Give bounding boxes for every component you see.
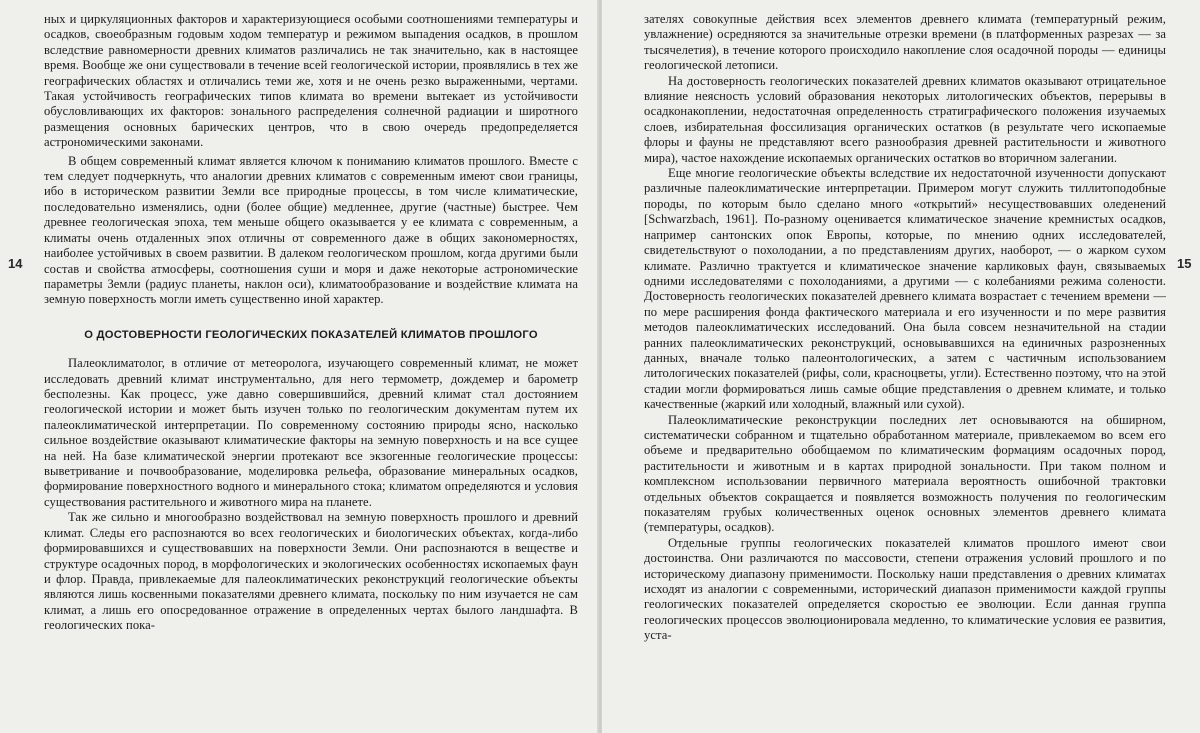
page-number-left: 14 — [8, 256, 23, 271]
paragraph: Отдельные группы геологических показателей климатов прошлого имеют свои достоинства. Они различаются по массовости, степени отражения условий прошлого и по историческому диапазону применимости. Поскольку наши представления о древних климатах исходят из аналогии с современными, исторический диапазон применимости каждой группы геологических показателей определяется скоростью ее эволюции. Если данная группа геологических процессов эволюционировала медленно, то климатические условия ее развития, уста- — [644, 535, 1166, 643]
page-number-right: 15 — [1177, 256, 1192, 271]
paragraph: На достоверность геологических показателей древних климатов оказывают отрицательное влияние неясность условий образования некоторых литологических объектов, перерывы в осадконакоплении, недостаточная определенность стратиграфического положения изучаемых слоев, избирательная фоссилизация органических остатков (в результате чего ископаемые флоры и фауны не представляют всего разнообразия древней растительности и животного мира), частое нахождение ископаемых органических остатков во вторичном залегании. — [644, 73, 1166, 165]
paragraph: Еще многие геологические объекты вследствие их недостаточной изученности допускают различные палеоклиматические интерпретации. Примером могут служить тиллитоподобные породы, по которым было сделано много «открытий» несуществовавших оледенений [Schwarzbach, 1961]. По-разному оценивается климатическое значение кремнистых осадков, например сантонских опок Европы, которые, по мнению одних исследователей, свидетельствуют о похолодании, а по представлениям других, наоборот, — о жарком сухом климате. Различно трактуется и климатическое значение карликовых фаун, связываемых одними исследователями с похолоданиями, а другими — с колебаниями режима солености. Достоверность геологических показателей древнего климата возрастает с течением времени — по мере расширения фонда фактического материала и его изученности и по мере развития методов палеоклиматических исследований. Она была совсем незначительной на стадии ранних палеоклиматических реконструкций, основывавшихся на единичных разрозненных данных, вначале только палеонтологических, а затем с частичным использованием литологических показателей (рифы, соли, красноцветы, угли). Естественно поэтому, что на этой стадии могли формироваться лишь самые общие представления о древнем климате, и только качественные (жаркий или холодный, влажный или сухой). — [644, 166, 1166, 412]
paragraph: Палеоклиматические реконструкции последних лет основываются на обширном, систематически собранном и тщательно обработанном материале, привлекаемом во всем его объеме и предварительно обобщаемом по климатическим формациям осадочных пород, растительности и животным и в картах природной зональности. При таком полном и комплексном использовании первичного материала вероятность ошибочной трактовки отдельных объектов сокращается и появляется возможность получения по геологическим показателям грубых количественных оценок основных элементов древнего климата (температуры, осадков). — [644, 412, 1166, 535]
left-page-body — [44, 12, 578, 634]
paragraph: В общем современный климат является ключом к пониманию климатов прошлого. Вместе с тем следует подчеркнуть, что аналогии древних климатов с современным имеют свои границы, ибо в историческом развитии Земли все природные процессы, в том числе климатические, последовательно изменялись, одни (более общие) медленнее, другие (частные) быстрее. Чем древнее геологическая эпоха, тем меньше общего оказывается у ее климата с современным, а климаты очень отдаленных эпох отличны от современного даже в общих закономерностях, наиболее устойчивых в своем развитии. В далеком геологическом прошлом, когда другими были состав и свойства атмосферы, соотношения суши и моря и даже некоторые астрономические параметры Земли (радиус планеты, наклон оси), климатообразование и воздействие климата на земную поверхность могли иметь существенно иной характер. — [44, 153, 578, 307]
paragraph: Так же сильно и многообразно воздействовал на земную поверхность прошлого и древний климат. Следы его распознаются во всех геологических и биологических объектах, когда-либо формировавшихся и существовавших на поверхности Земли. Они распознаются в веществе и структуре осадочных пород, в морфологических и экологических особенностях ископаемых фаун и флор. Правда, привлекаемые для палеоклиматических реконструкций геологические объекты являются лишь косвенными показателями древнего климата, поскольку по ним изучается не сам климат, а лишь его опосредованное отражение в определенных чертах былого ландшафта. В геологических пока- — [44, 510, 578, 633]
left-page — [0, 0, 598, 733]
paragraph: зателях совокупные действия всех элементов древнего климата (температурный режим, увлажнение) осредняются за значительные отрезки времени (в платформенных разрезах — за тысячелетия), в течение которого происходило накопление слоя осадочной породы — единицы геологической летописи. — [644, 12, 1166, 73]
paragraph: Палеоклиматолог, в отличие от метеоролога, изучающего современный климат, не может исследовать древний климат инструментально, для него термометр, дождемер и барометр бесполезны. Как процесс, уже давно совершившийся, древний климат стал достоянием геологической истории и может быть изучен только по геологическим документам путем их палеоклиматической интерпретации. По современному состоянию природы ясно, насколько сильное воздействие оказывают климатические факторы на земную поверхность и на все сущее на ней. На базе климатической энергии протекают все экзогенные геологические процессы: выветривание и почвообразование, моделировка рельефа, образование минеральных осадков, формирование поверхностного водного и минерального стока; климатом определяются и условия существования растительного и животного мира на планете. — [44, 356, 578, 509]
right-page-body — [644, 12, 1166, 644]
right-page — [602, 0, 1200, 733]
section-heading: О ДОСТОВЕРНОСТИ ГЕОЛОГИЧЕСКИХ ПОКАЗАТЕЛЕЙ КЛИМАТОВ ПРОШЛОГО — [84, 328, 538, 341]
paragraph: ных и циркуляционных факторов и характеризующиеся особыми соотношениями температуры и осадков, своеобразным годовым ходом температур и режимом выпадения осадков, в прошлом вследствие равномерности древних климатов различались не так значительно, как в настоящее время. Вообще же они существовали в течение всей геологической истории, проявлялись в тех же географических областях и отличались теми же, хотя и не очень резко выраженными, чертами. Такая устойчивость географических типов климата во времени вытекает из устойчивости обусловливающих их факторов: зонального распределения солнечной радиации и широтного размещения основных барических центров, что в свою очередь предопределяется астрономическими законами. — [44, 12, 578, 150]
